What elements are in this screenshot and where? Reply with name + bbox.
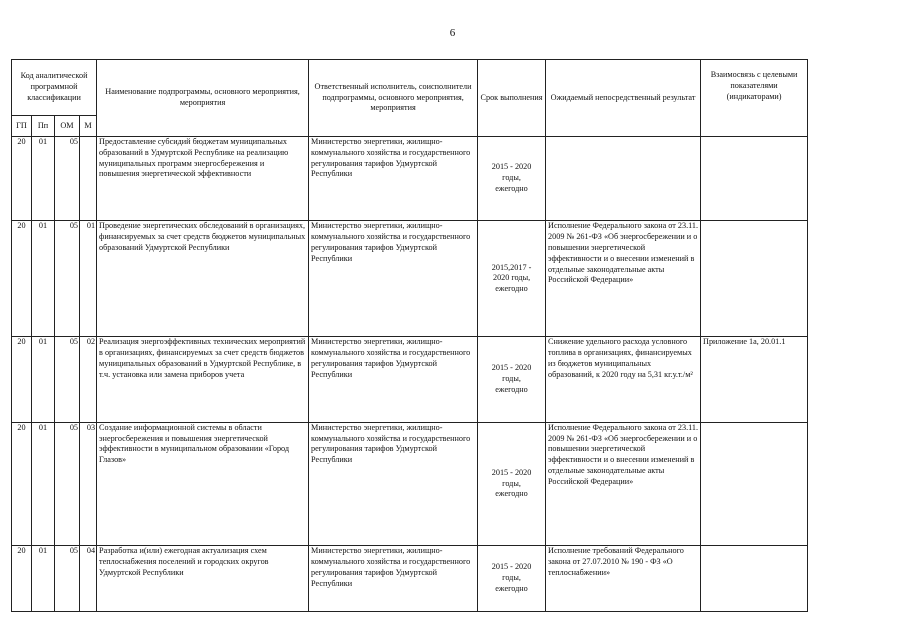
cell-link	[701, 221, 808, 337]
term-line: годы,	[502, 374, 521, 384]
page-number: 6	[449, 27, 456, 39]
header-m: М	[80, 116, 97, 137]
cell-name: Предоставление субсидий бюджетам муниципальных образований в Удмуртской Республике на реализацию муниципальных программ энергосбережения и повышения энергетической эффективности	[97, 137, 309, 221]
cell-om: 05	[55, 221, 80, 337]
cell-gp: 20	[12, 337, 32, 422]
cell-responsible: Министерство энергетики, жилищно-коммунального хозяйства и государственного регулирования тарифов Удмуртской Республики	[309, 546, 478, 612]
cell-link: Приложение 1а, 20.01.1	[701, 337, 808, 422]
term-line: ежегодно	[495, 184, 528, 194]
term-line: 2015,2017 -	[491, 262, 532, 272]
cell-pp: 01	[32, 221, 55, 337]
cell-term	[478, 337, 546, 422]
term-line: 2015 - 2020	[491, 562, 532, 572]
cell-link	[701, 546, 808, 612]
header-gp: ГП	[12, 116, 32, 137]
cell-result	[546, 137, 701, 221]
cell-name: Создание информационной системы в области энергосбережения и повышения энергетической эффективности в муниципальном образовании «Город Глазов»	[97, 422, 309, 545]
header-om: ОМ	[55, 116, 80, 137]
term-line: годы,	[502, 478, 521, 488]
table-row	[12, 221, 808, 337]
cell-om: 05	[55, 337, 80, 422]
term-line: 2015 - 2020	[491, 467, 532, 477]
cell-pp: 01	[32, 546, 55, 612]
cell-m: 04	[80, 546, 97, 612]
cell-responsible: Министерство энергетики, жилищно-коммунального хозяйства и государственного регулирования тарифов Удмуртской Республики	[309, 422, 478, 545]
term-line: 2020 годы,	[492, 273, 531, 283]
cell-pp: 01	[32, 137, 55, 221]
cell-term	[478, 422, 546, 545]
cell-m: 02	[80, 337, 97, 422]
cell-name: Реализация энергоэффективных технических мероприятий в организациях, финансируемых за счет средств бюджетов муниципальных образований в Удмуртской Республике, в т.ч. установка или замена приборов учета	[97, 337, 309, 422]
cell-result: Снижение удельного расхода условного топлива в организациях, финансируемых из бюджетов муниципальных образований, к 2020 году на 5,31 кг.у.т./м²	[546, 337, 701, 422]
header-link: Взаимосвязь с целевыми показателями (индикаторами)	[701, 60, 808, 137]
cell-gp: 20	[12, 546, 32, 612]
table-row	[12, 137, 808, 221]
cell-responsible: Министерство энергетики, жилищно-коммунального хозяйства и государственного регулирования тарифов Удмуртской Республики	[309, 337, 478, 422]
table-row	[12, 546, 808, 612]
header-term: Срок выполнения	[478, 60, 546, 137]
term-line: ежегодно	[495, 489, 528, 499]
program-table	[11, 59, 808, 612]
cell-term	[478, 137, 546, 221]
cell-responsible: Министерство энергетики, жилищно-коммунального хозяйства и государственного регулирования тарифов Удмуртской Республики	[309, 137, 478, 221]
cell-link	[701, 137, 808, 221]
cell-om: 05	[55, 546, 80, 612]
cell-pp: 01	[32, 337, 55, 422]
header-responsible: Ответственный исполнитель, соисполнители подпрограммы, основного мероприятия, мероприятия	[309, 60, 478, 137]
cell-term	[478, 221, 546, 337]
cell-gp: 20	[12, 137, 32, 221]
term-line: годы,	[502, 173, 521, 183]
term-line: 2015 - 2020	[491, 363, 532, 373]
term-line: годы,	[502, 573, 521, 583]
table-row	[12, 422, 808, 545]
cell-pp: 01	[32, 422, 55, 545]
term-line: ежегодно	[495, 284, 528, 294]
cell-m: 01	[80, 221, 97, 337]
header-result: Ожидаемый непосредственный результат	[546, 60, 701, 137]
cell-result: Исполнение требований Федерального закона от 27.07.2010 № 190 - ФЗ «О теплоснабжении»	[546, 546, 701, 612]
cell-link	[701, 422, 808, 545]
cell-om: 05	[55, 137, 80, 221]
cell-m	[80, 137, 97, 221]
header-code-group: Код аналитической программной классификации	[12, 60, 97, 116]
header-pp: Пп	[32, 116, 55, 137]
cell-gp: 20	[12, 422, 32, 545]
cell-m: 03	[80, 422, 97, 545]
cell-name: Разработка и(или) ежегодная актуализация схем теплоснабжения поселений и городских округов Удмуртской Республики	[97, 546, 309, 612]
term-line: 2015 - 2020	[491, 162, 532, 172]
cell-result: Исполнение Федерального закона от 23.11. 2009 № 261-ФЗ «Об энергосбережении и о повышении энергетической эффективности и о внесении изменений в отдельные законодательные акты Российской Федерации»	[546, 422, 701, 545]
cell-name: Проведение энергетических обследований в организациях, финансируемых за счет средств бюджетов муниципальных образований Удмуртской Республики	[97, 221, 309, 337]
cell-gp: 20	[12, 221, 32, 337]
cell-result: Исполнение Федерального закона от 23.11. 2009 № 261-ФЗ «Об энергосбережении и о повышении энергетической эффективности и о внесении изменений в отдельные законодательные акты Российской Федерации»	[546, 221, 701, 337]
cell-term	[478, 546, 546, 612]
table-row	[12, 337, 808, 422]
cell-om: 05	[55, 422, 80, 545]
term-line: ежегодно	[495, 385, 528, 395]
header-name: Наименование подпрограммы, основного мероприятия, мероприятия	[97, 60, 309, 137]
cell-responsible: Министерство энергетики, жилищно-коммунального хозяйства и государственного регулирования тарифов Удмуртской Республики	[309, 221, 478, 337]
term-line: ежегодно	[495, 584, 528, 593]
